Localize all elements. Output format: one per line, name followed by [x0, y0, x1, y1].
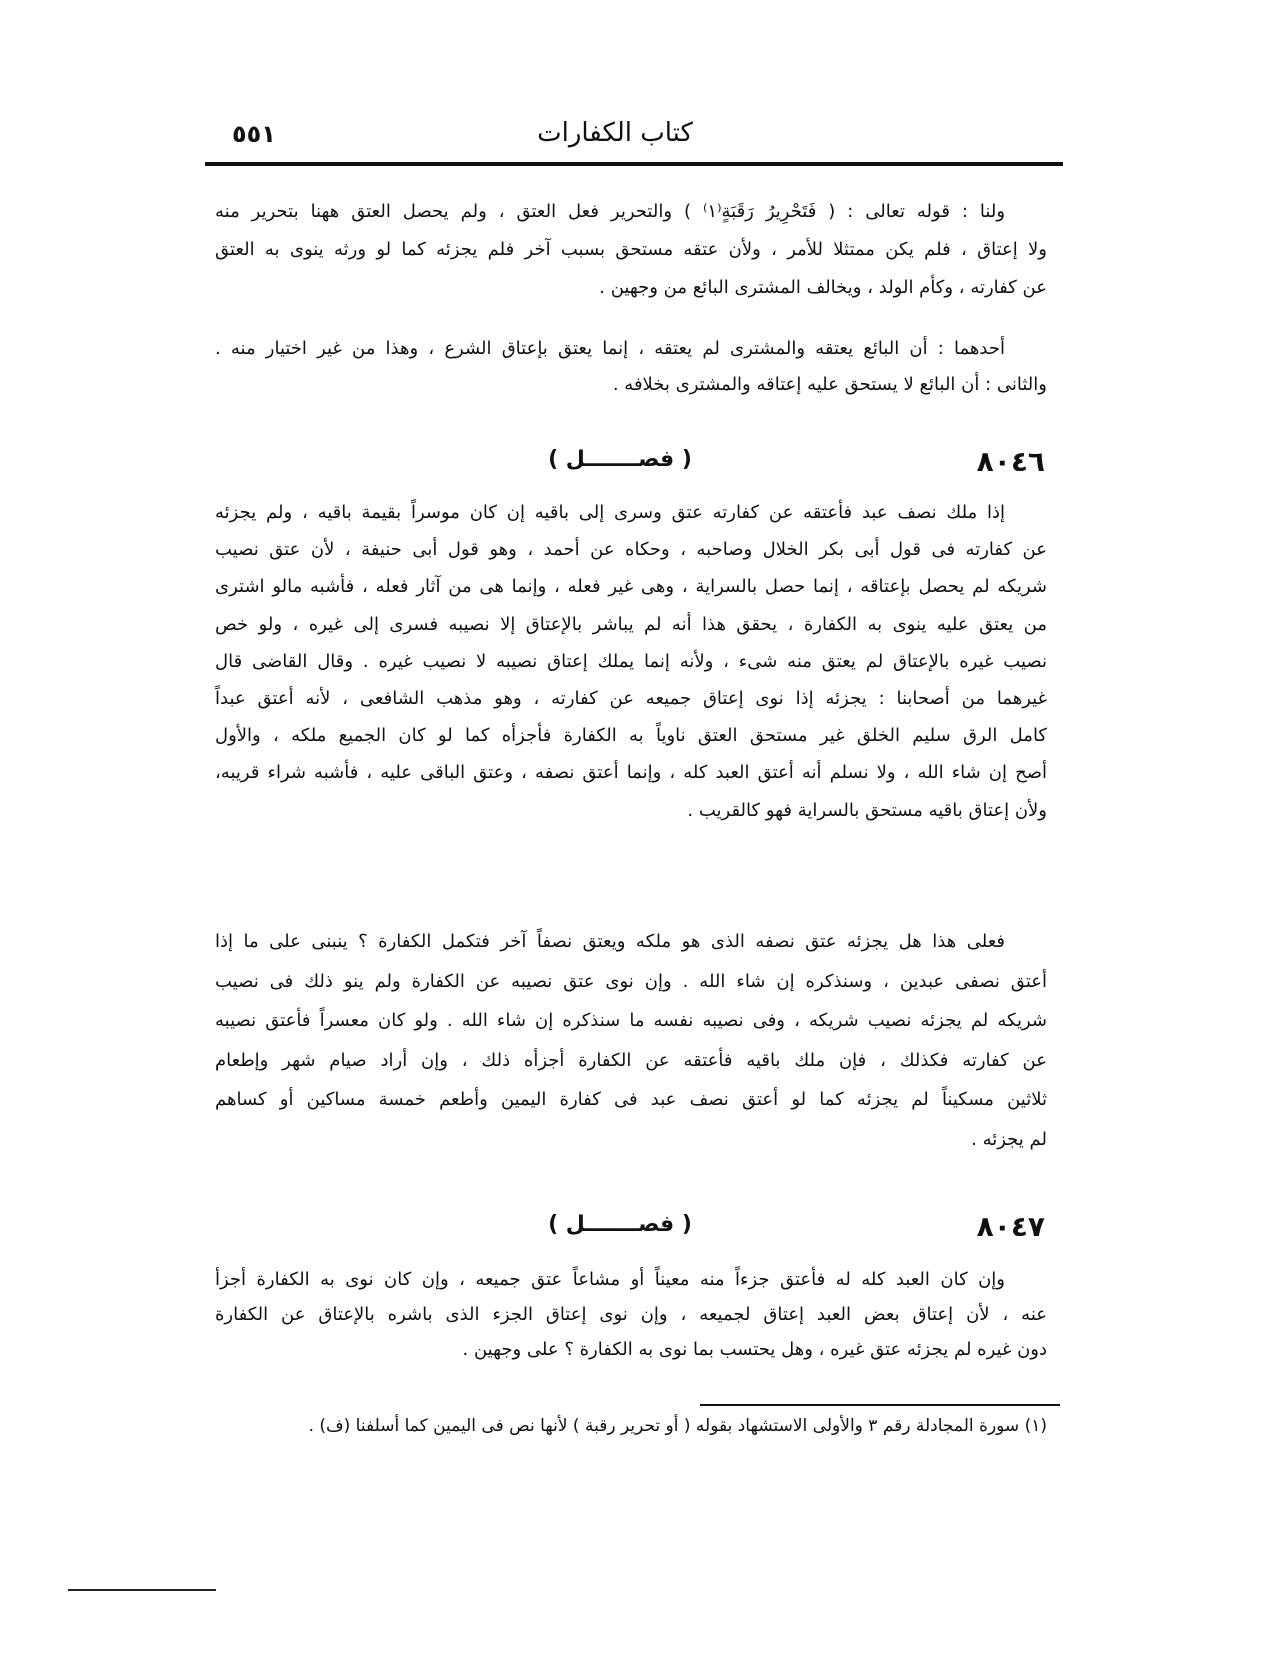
text-line: إذا ملك نصف عبد فأعتقه عن كفارته عتق وسرى إلى باقيه إن كان موسراً بقيمة باقيه ، ولم يجزئه — [215, 502, 1005, 523]
paragraph-5 — [215, 1262, 1047, 1367]
text-line: عنه ، لأن إعتاق بعض العبد إعتاق لجميعه ، وإن نوى إعتاق الجزء الذى باشره بالإعتاق عن الكفارة — [215, 1304, 1047, 1325]
paragraph-2 — [215, 331, 1047, 403]
paragraph-1 — [215, 193, 1047, 307]
text-line: دون غيره لم يجزئه عتق غيره ، وهل يحتسب بما نوى به الكفارة ؟ على وجهين . — [462, 1339, 1047, 1360]
text-line: فعلى هذا هل يجزئه عتق نصفه الذى هو ملكه ويعتق نصفاً آخر فتكمل الكفارة ؟ ينبنى على ما إذا — [215, 931, 1005, 952]
section-title: ( فصـــــــل ) — [548, 1212, 692, 1237]
text-line: أعتق نصفى عبدين ، وسنذكره إن شاء الله . وإن نوى عتق نصيبه عن الكفارة ولم ينو ذلك فى نصيب — [215, 970, 1047, 992]
text-line: من يعتق عليه ينوى به الكفارة ، يحقق هذا أنه لم يباشر بالإعتاق إلا نصيبه فسرى إلى غيره ، ولو خص — [215, 613, 1047, 635]
text-line: غيرهما من أصحابنا : يجزئه إذا نوى إعتاق جميعه عن كفارته ، وهو مذهب الشافعى ، لأنه أعتق عبداً — [215, 687, 1047, 709]
text-line: عن كفارته ، وكأم الولد ، ويخالف المشترى البائع من وجهين . — [599, 277, 1047, 298]
text-line: نصيب غيره بالإعتاق لم يعتق منه شىء ، ولأنه إنما يملك إعتاق نصيبه لا نصيب غيره . وقال القاضى قال — [215, 650, 1047, 672]
section-title: ( فصـــــــل ) — [548, 447, 692, 472]
running-title: كتاب الكفارات — [537, 118, 693, 148]
text-line: ثلاثين مسكيناً لم يجزئه كما لو أعتق نصف عبد فى كفارة اليمين وأطعم خمسة مساكين أو كساهم — [215, 1089, 1047, 1111]
paragraph-4 — [215, 922, 1047, 1160]
section-number: ٨٠٤٧ — [976, 1210, 1045, 1243]
text-line: شريكه لم يحصل بإعتاقه ، إنما حصل بالسراية ، وهى غير فعله ، وإنما هى من آثار فعله ، فأشبه مالو اشترى — [215, 576, 1047, 598]
text-line: ولنا : قوله تعالى : ( فَتَحْرِيرُ رَقَبَةٍ⁽١⁾ ) والتحرير فعل العتق ، ولم يحصل العتق ههنا بتحرير منه — [215, 201, 1006, 222]
text-line: شريكه لم يجزئه نصيب شريكه ، وفى نصيبه نفسه ما سنذكره إن شاء الله . ولو كان معسراً فأعتق نصيبه — [215, 1010, 1047, 1032]
text-line: كامل الرق سليم الخلق غير مستحق العتق ناوياً به الكفارة فأجزأه كما لو كان الجميع ملكه ، والأول — [215, 725, 1047, 747]
paragraph-3 — [215, 494, 1047, 829]
text-line: أصح إن شاء الله ، ولا نسلم أنه أعتق العبد كله ، وإنما أعتق نصفه ، وعتق الباقى عليه ، فأشبه شراء قريبه، — [215, 762, 1047, 784]
text-line: ولأن إعتاق باقيه مستحق بالسراية فهو كالقريب . — [687, 799, 1047, 821]
page-number: ٥٥١ — [232, 120, 276, 148]
header-rule — [205, 162, 1063, 166]
text-line: لم يجزئه . — [971, 1128, 1047, 1150]
text-line: عن كفارته فى قول أبى بكر الخلال وصاحبه ، وحكاه عن أحمد ، وهو قول أبى حنيفة ، لأن عتق نصيب — [215, 539, 1047, 561]
section-number: ٨٠٤٦ — [976, 445, 1045, 478]
text-line: ولا إعتاق ، فلم يكن ممتثلا للأمر ، ولأن عتقه مستحق بسبب آخر فلم يجزئه كما لو ورثه ينوى به العتق — [215, 239, 1047, 260]
text-line: وإن كان العبد كله له فأعتق جزءاً منه معيناً أو مشاعاً عتق جميعه ، وإن كان نوى به الكفارة أجزأ — [215, 1269, 1005, 1290]
bottom-rule — [68, 1589, 216, 1591]
text-line: والثانى : أن البائع لا يستحق عليه إعتاقه والمشترى بخلافه . — [612, 374, 1047, 395]
footnote-rule — [700, 1404, 1060, 1406]
text-line: عن كفارته فكذلك ، فإن ملك باقيه فأعتقه عن الكفارة أجزأه ذلك ، وإن أراد صيام شهر وإطعام — [215, 1049, 1047, 1071]
text-line: أحدهما : أن البائع يعتقه والمشترى لم يعتقه ، إنما يعتق بإعتاق الشرع ، وهذا من غير اختيار منه . — [215, 338, 1005, 359]
footnote: (١) سورة المجادلة رقم ٣ والأولى الاستشهاد بقوله ( أو تحرير رقبة ) لأنها نص فى اليمين كما أسلفنا (ف) . — [308, 1416, 1047, 1436]
